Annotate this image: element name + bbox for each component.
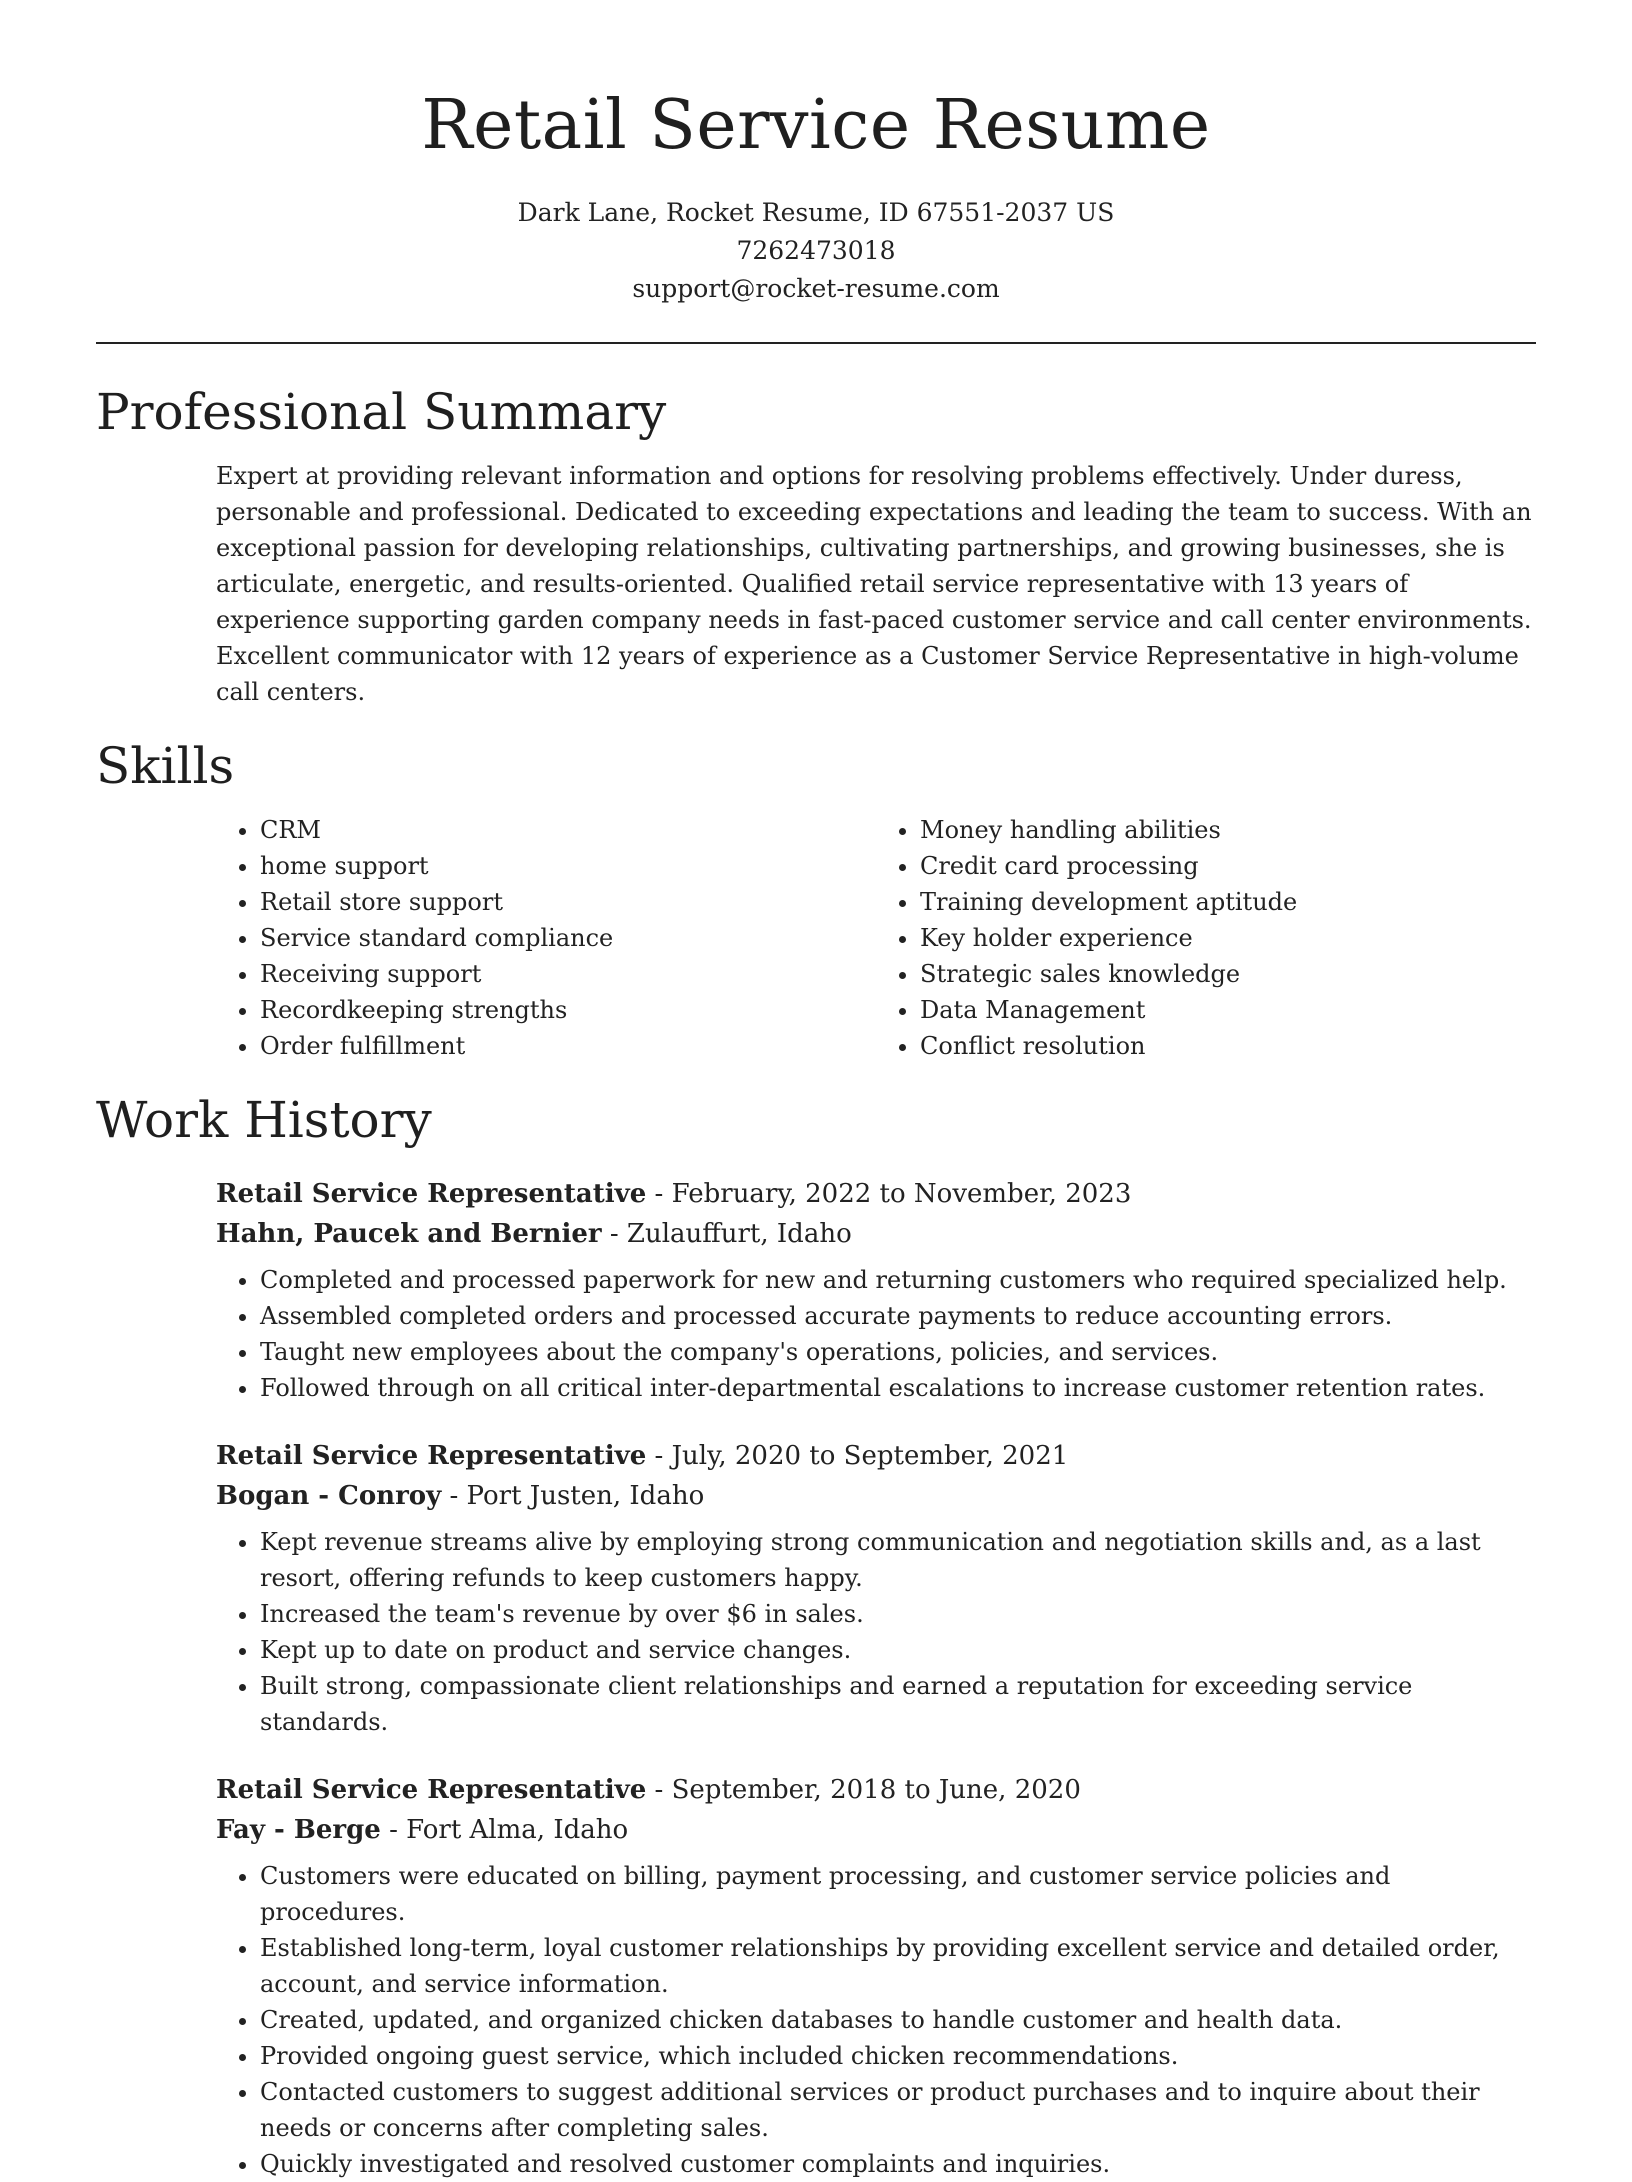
- summary-text: Expert at providing relevant information and options for resolving problems effectively. Under duress, personable and professional. Dedicated to exceeding expectations and leading the team to success. With an exceptional passion for developing relationships, cultivating partnerships, and growing businesses, she is articulate, energetic, and results-oriented. Qualified retail service representative with 13 years of experience supporting garden company needs in fast-paced customer service and call center environments. Excellent communicator with 12 years of experience as a Customer Service Representative in high-volume call centers.: [216, 462, 1532, 706]
- contact-address: Dark Lane, Rocket Resume, ID 67551-2037 US: [517, 198, 1115, 227]
- contact-phone: 7262473018: [736, 236, 896, 265]
- job-company-line: [216, 1476, 1536, 1516]
- job-bullet: • Assembled completed orders and processed accurate payments to reduce accounting errors.: [260, 1298, 1536, 1334]
- job-bullet: • Provided ongoing guest service, which included chicken recommendations.: [260, 2038, 1536, 2074]
- skills-section: [216, 812, 1536, 1064]
- resume-page: [96, 0, 1536, 2182]
- skill-item: • Order fulfillment: [260, 1028, 876, 1064]
- job-title: Retail Service Representative: [216, 1775, 647, 1805]
- skill-item: • Strategic sales knowledge: [920, 956, 1536, 992]
- resume-title: Retail Service Resume: [421, 86, 1211, 165]
- job-bullet: • Built strong, compassionate client relationships and earned a reputation for exceeding service standards.: [260, 1668, 1536, 1740]
- work-history-section: [216, 1174, 1536, 2182]
- skill-item: • Receiving support: [260, 956, 876, 992]
- skill-item: • Key holder experience: [920, 920, 1536, 956]
- job-title: Retail Service Representative: [216, 1179, 647, 1209]
- job-bullet: • Created, updated, and organized chicken databases to handle customer and health data.: [260, 2002, 1536, 2038]
- skill-item: • CRM: [260, 812, 876, 848]
- resume-header: [96, 0, 1536, 308]
- skill-item: • Data Management: [920, 992, 1536, 1028]
- job-location: - Port Justen, Idaho: [441, 1481, 705, 1511]
- job-company-line: [216, 1214, 1536, 1254]
- job-bullet: • Established long-term, loyal customer relationships by providing excellent service and detailed order, account, and service information.: [260, 1930, 1536, 2002]
- job-company: Bogan - Conroy: [216, 1481, 442, 1511]
- job-title: Retail Service Representative: [216, 1441, 647, 1471]
- job-company-line: [216, 1810, 1536, 1850]
- skill-item: • Conflict resolution: [920, 1028, 1536, 1064]
- job-entry: [216, 1174, 1536, 1406]
- job-bullet: • Contacted customers to suggest additional services or product purchases and to inquire about their needs or concerns after completing sales.: [260, 2074, 1536, 2146]
- skills-list-right: [876, 812, 1536, 1064]
- skill-item: • Training development aptitude: [920, 884, 1536, 920]
- job-entry: [216, 1436, 1536, 1740]
- job-bullet: • Taught new employees about the company's operations, policies, and services.: [260, 1334, 1536, 1370]
- job-dates: - September, 2018 to June, 2020: [646, 1775, 1081, 1805]
- skills-heading: Skills: [96, 737, 235, 795]
- skill-item: • home support: [260, 848, 876, 884]
- skill-item: • Recordkeeping strengths: [260, 992, 876, 1028]
- job-bullet: • Kept revenue streams alive by employing strong communication and negotiation skills and, as a last resort, offering refunds to keep customers happy.: [260, 1524, 1536, 1596]
- job-dates: - July, 2020 to September, 2021: [646, 1441, 1069, 1471]
- job-dates: - February, 2022 to November, 2023: [646, 1179, 1132, 1209]
- job-bullet: • Followed through on all critical inter-departmental escalations to increase customer retention rates.: [260, 1370, 1536, 1406]
- contact-info: [96, 194, 1536, 308]
- job-entry: [216, 1770, 1536, 2182]
- skills-grid: [216, 812, 1536, 1064]
- skill-item: • Money handling abilities: [920, 812, 1536, 848]
- job-company: Fay - Berge: [216, 1815, 381, 1845]
- header-divider: [96, 342, 1536, 344]
- job-bullets: [216, 1524, 1536, 1740]
- summary-heading: Professional Summary: [96, 383, 667, 441]
- job-location: - Zulauffurt, Idaho: [601, 1219, 852, 1249]
- job-bullet: • Completed and processed paperwork for new and returning customers who required specialized help.: [260, 1262, 1536, 1298]
- job-bullet: • Increased the team's revenue by over $6 in sales.: [260, 1596, 1536, 1632]
- job-company: Hahn, Paucek and Bernier: [216, 1219, 602, 1249]
- job-title-line: [216, 1770, 1536, 1810]
- job-bullets: [216, 1262, 1536, 1406]
- job-bullet: • Quickly investigated and resolved customer complaints and inquiries.: [260, 2146, 1536, 2182]
- job-bullet: • Customers were educated on billing, payment processing, and customer service policies and procedures.: [260, 1858, 1536, 1930]
- skills-list-left: [216, 812, 876, 1064]
- skill-item: • Service standard compliance: [260, 920, 876, 956]
- job-bullet: • Kept up to date on product and service changes.: [260, 1632, 1536, 1668]
- skill-item: • Credit card processing: [920, 848, 1536, 884]
- job-location: - Fort Alma, Idaho: [380, 1815, 629, 1845]
- contact-email: support@rocket-resume.com: [632, 274, 1000, 303]
- skill-item: • Retail store support: [260, 884, 876, 920]
- job-title-line: [216, 1436, 1536, 1476]
- job-title-line: [216, 1174, 1536, 1214]
- work-history-heading: Work History: [96, 1091, 432, 1149]
- job-bullets: [216, 1858, 1536, 2182]
